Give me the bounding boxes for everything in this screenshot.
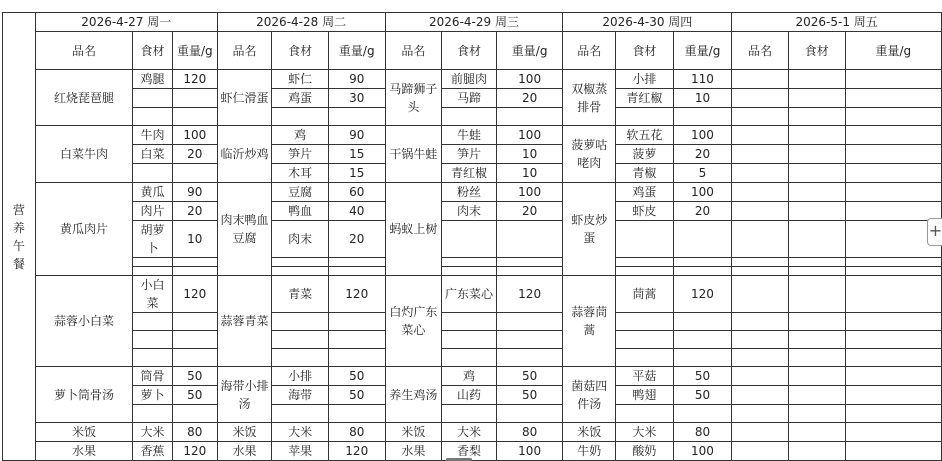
empty-cell[interactable]	[442, 405, 497, 423]
empty-cell[interactable]	[272, 331, 329, 349]
weight-cell[interactable]: 30	[328, 89, 385, 108]
weight-cell[interactable]: 120	[172, 276, 217, 313]
empty-cell[interactable]	[732, 267, 789, 276]
empty-cell[interactable]	[845, 258, 941, 267]
ingredient-cell[interactable]: 青红椒	[616, 89, 674, 108]
add-column-button[interactable]: +	[927, 218, 942, 246]
section-label-cell[interactable]	[3, 13, 36, 461]
table-row	[3, 183, 942, 202]
ingredient-cell[interactable]: 软五花	[616, 126, 674, 145]
empty-cell[interactable]	[442, 258, 497, 267]
ingredient-cell[interactable]: 青菜	[272, 276, 329, 313]
table-row	[3, 331, 942, 349]
ingredient-cell[interactable]: 虾皮	[616, 202, 674, 221]
empty-cell[interactable]	[442, 331, 497, 349]
empty-cell[interactable]	[673, 221, 732, 258]
weight-cell[interactable]: 120	[328, 276, 385, 313]
weight-cell[interactable]: 20	[496, 89, 563, 108]
ingredient-cell[interactable]: 木耳	[272, 164, 329, 183]
empty-cell[interactable]	[788, 267, 845, 276]
ingredient-cell[interactable]: 牛蛙	[442, 126, 497, 145]
empty-cell[interactable]	[788, 349, 845, 367]
empty-cell[interactable]	[328, 349, 385, 367]
day-header[interactable]: 2026-4-30 周四	[563, 13, 732, 32]
table-row	[3, 70, 942, 89]
ingredient-cell[interactable]: 筒骨	[133, 367, 173, 386]
empty-cell[interactable]	[732, 276, 789, 313]
header-ingredient[interactable]: 食材	[442, 32, 497, 70]
dish-name[interactable]: 干锅牛蛙	[385, 126, 442, 183]
empty-cell[interactable]	[172, 349, 217, 367]
ingredient-cell[interactable]: 香蕉	[133, 442, 173, 461]
empty-cell[interactable]	[673, 258, 732, 267]
empty-cell[interactable]	[788, 183, 845, 202]
empty-cell[interactable]	[788, 258, 845, 267]
table-row	[3, 89, 942, 108]
weight-cell[interactable]: 50	[172, 367, 217, 386]
empty-cell[interactable]	[732, 258, 789, 267]
empty-cell[interactable]	[788, 331, 845, 349]
weight-cell[interactable]: 120	[673, 276, 732, 313]
empty-cell[interactable]	[845, 313, 941, 331]
empty-cell[interactable]	[788, 221, 845, 258]
weight-cell[interactable]: 20	[172, 145, 217, 164]
ingredient-cell[interactable]: 小排	[616, 70, 674, 89]
empty-cell[interactable]	[845, 423, 941, 442]
weight-cell[interactable]: 50	[496, 367, 563, 386]
dish-name[interactable]: 蒜蓉青菜	[217, 276, 272, 367]
ingredient-cell[interactable]: 牛肉	[133, 126, 173, 145]
dish-name[interactable]: 米饭	[385, 423, 442, 442]
empty-cell[interactable]	[732, 386, 789, 405]
weight-cell[interactable]: 120	[328, 442, 385, 461]
weight-cell[interactable]: 50	[673, 367, 732, 386]
header-ingredient[interactable]: 食材	[788, 32, 845, 70]
empty-cell[interactable]	[172, 313, 217, 331]
weight-cell[interactable]: 100	[496, 70, 563, 89]
empty-cell[interactable]	[732, 70, 789, 89]
dish-name[interactable]: 双椒蒸排骨	[563, 70, 616, 126]
table-row	[3, 258, 942, 267]
table-row	[3, 202, 942, 221]
empty-cell[interactable]	[133, 267, 173, 276]
weight-cell[interactable]: 80	[328, 423, 385, 442]
table-row	[3, 108, 942, 126]
day-header[interactable]: 2026-5-1 周五	[732, 13, 942, 32]
empty-cell[interactable]	[673, 405, 732, 423]
table-row	[3, 367, 942, 386]
header-dish[interactable]: 品名	[217, 32, 272, 70]
ingredient-cell[interactable]: 肉片	[133, 202, 173, 221]
ingredient-cell[interactable]: 鸡	[272, 126, 329, 145]
empty-cell[interactable]	[732, 221, 789, 258]
empty-cell[interactable]	[845, 108, 941, 126]
table-row	[3, 221, 942, 258]
empty-cell[interactable]	[172, 258, 217, 267]
weight-cell[interactable]: 100	[673, 183, 732, 202]
empty-cell[interactable]	[845, 164, 941, 183]
header-dish[interactable]: 品名	[385, 32, 442, 70]
ingredient-cell[interactable]: 肉末	[272, 221, 329, 258]
header-weight[interactable]: 重量/g	[496, 32, 563, 70]
empty-cell[interactable]	[732, 183, 789, 202]
empty-cell[interactable]	[673, 313, 732, 331]
empty-cell[interactable]	[845, 405, 941, 423]
weight-cell[interactable]: 50	[328, 386, 385, 405]
weight-cell[interactable]: 90	[328, 126, 385, 145]
empty-cell[interactable]	[442, 313, 497, 331]
empty-cell[interactable]	[442, 221, 497, 258]
weight-cell[interactable]: 10	[172, 221, 217, 258]
weight-cell[interactable]: 15	[328, 145, 385, 164]
weight-cell[interactable]: 10	[496, 145, 563, 164]
table-row	[3, 442, 942, 461]
weight-cell[interactable]: 110	[673, 70, 732, 89]
weight-cell[interactable]: 15	[328, 164, 385, 183]
empty-cell[interactable]	[732, 126, 789, 145]
empty-cell[interactable]	[673, 267, 732, 276]
weight-cell[interactable]: 80	[172, 423, 217, 442]
empty-cell[interactable]	[845, 183, 941, 202]
ingredient-cell[interactable]: 粉丝	[442, 183, 497, 202]
weight-cell[interactable]: 80	[496, 423, 563, 442]
empty-cell[interactable]	[328, 405, 385, 423]
empty-cell[interactable]	[272, 349, 329, 367]
empty-cell[interactable]	[172, 405, 217, 423]
weight-cell[interactable]: 80	[673, 423, 732, 442]
empty-cell[interactable]	[496, 331, 563, 349]
empty-cell[interactable]	[788, 423, 845, 442]
ingredient-cell[interactable]: 鸡	[442, 367, 497, 386]
empty-cell[interactable]	[845, 267, 941, 276]
weight-cell[interactable]: 90	[328, 70, 385, 89]
empty-cell[interactable]	[133, 108, 173, 126]
header-dish[interactable]: 品名	[563, 32, 616, 70]
section-label: 营养午餐	[12, 202, 25, 271]
weight-cell[interactable]: 100	[673, 126, 732, 145]
dish-name[interactable]: 菠萝咕咾肉	[563, 126, 616, 183]
ingredient-cell[interactable]: 大米	[616, 423, 674, 442]
ingredient-cell[interactable]: 鸭血	[272, 202, 329, 221]
ingredient-cell[interactable]: 酸奶	[616, 442, 674, 461]
empty-cell[interactable]	[845, 70, 941, 89]
empty-cell[interactable]	[845, 349, 941, 367]
empty-cell[interactable]	[788, 276, 845, 313]
empty-cell[interactable]	[845, 202, 941, 221]
weight-cell[interactable]: 10	[673, 89, 732, 108]
empty-cell[interactable]	[788, 126, 845, 145]
ingredient-cell[interactable]: 青椒	[616, 164, 674, 183]
empty-cell[interactable]	[845, 331, 941, 349]
day-header[interactable]: 2026-4-29 周三	[385, 13, 563, 32]
ingredient-cell[interactable]: 胡萝卜	[133, 221, 173, 258]
weight-cell[interactable]: 20	[496, 202, 563, 221]
empty-cell[interactable]	[732, 202, 789, 221]
header-dish[interactable]: 品名	[35, 32, 132, 70]
weight-cell[interactable]: 20	[172, 202, 217, 221]
ingredient-cell[interactable]: 广东菜心	[442, 276, 497, 313]
table-row	[3, 349, 942, 367]
ingredient-cell[interactable]: 鸭翅	[616, 386, 674, 405]
header-weight[interactable]: 重量/g	[673, 32, 732, 70]
empty-cell[interactable]	[732, 313, 789, 331]
dish-name[interactable]: 黄瓜肉片	[35, 183, 132, 276]
weight-cell[interactable]: 90	[172, 183, 217, 202]
empty-cell[interactable]	[172, 89, 217, 108]
ingredient-cell[interactable]: 鸡蛋	[272, 89, 329, 108]
ingredient-cell[interactable]: 黄瓜	[133, 183, 173, 202]
dish-name[interactable]: 肉末鸭血豆腐	[217, 183, 272, 276]
empty-cell[interactable]	[845, 126, 941, 145]
dish-name[interactable]: 白灼广东菜心	[385, 276, 442, 367]
empty-cell[interactable]	[496, 267, 563, 276]
header-weight[interactable]: 重量/g	[172, 32, 217, 70]
ingredient-cell[interactable]: 小白菜	[133, 276, 173, 313]
weight-cell[interactable]: 5	[673, 164, 732, 183]
empty-cell[interactable]	[673, 108, 732, 126]
ingredient-cell[interactable]: 大米	[272, 423, 329, 442]
dish-name[interactable]: 蒜蓉茼蒿	[563, 276, 616, 367]
empty-cell[interactable]	[272, 313, 329, 331]
dish-name[interactable]: 虾仁滑蛋	[217, 70, 272, 126]
weight-cell[interactable]: 120	[496, 276, 563, 313]
table-row	[3, 267, 942, 276]
empty-cell[interactable]	[732, 442, 789, 461]
weight-cell[interactable]: 50	[328, 367, 385, 386]
weight-cell[interactable]: 50	[496, 386, 563, 405]
ingredient-cell[interactable]: 鸡蛋	[616, 183, 674, 202]
empty-cell[interactable]	[442, 349, 497, 367]
weight-cell[interactable]: 20	[673, 202, 732, 221]
empty-cell[interactable]	[788, 108, 845, 126]
empty-cell[interactable]	[788, 89, 845, 108]
ingredient-cell[interactable]: 大米	[442, 423, 497, 442]
dish-name[interactable]: 马蹄狮子头	[385, 70, 442, 126]
table-row	[3, 313, 942, 331]
empty-cell[interactable]	[172, 331, 217, 349]
weight-cell[interactable]: 120	[172, 442, 217, 461]
header-weight[interactable]: 重量/g	[328, 32, 385, 70]
dish-name[interactable]: 虾皮炒蛋	[563, 183, 616, 276]
table-row	[3, 276, 942, 313]
empty-cell[interactable]	[673, 331, 732, 349]
table-row	[3, 164, 942, 183]
empty-cell[interactable]	[442, 267, 497, 276]
empty-cell[interactable]	[845, 145, 941, 164]
empty-cell[interactable]	[788, 164, 845, 183]
empty-cell[interactable]	[845, 386, 941, 405]
empty-cell[interactable]	[172, 164, 217, 183]
empty-cell[interactable]	[328, 258, 385, 267]
empty-cell[interactable]	[328, 267, 385, 276]
weight-cell[interactable]: 20	[328, 221, 385, 258]
header-dish[interactable]: 品名	[732, 32, 789, 70]
header-ingredient[interactable]: 食材	[133, 32, 173, 70]
weight-cell[interactable]: 60	[328, 183, 385, 202]
empty-cell[interactable]	[616, 331, 674, 349]
ingredient-cell[interactable]: 菠萝	[616, 145, 674, 164]
empty-cell[interactable]	[845, 276, 941, 313]
empty-cell[interactable]	[788, 442, 845, 461]
empty-cell[interactable]	[616, 258, 674, 267]
header-ingredient[interactable]: 食材	[616, 32, 674, 70]
ingredient-cell[interactable]: 海带	[272, 386, 329, 405]
empty-cell[interactable]	[133, 164, 173, 183]
empty-cell[interactable]	[172, 267, 217, 276]
empty-cell[interactable]	[272, 267, 329, 276]
empty-cell[interactable]	[328, 108, 385, 126]
ingredient-cell[interactable]: 大米	[133, 423, 173, 442]
empty-cell[interactable]	[272, 108, 329, 126]
empty-cell[interactable]	[133, 89, 173, 108]
dish-name[interactable]: 红烧琵琶腿	[35, 70, 132, 126]
empty-cell[interactable]	[172, 108, 217, 126]
empty-cell[interactable]	[845, 367, 941, 386]
empty-cell[interactable]	[673, 349, 732, 367]
empty-cell[interactable]	[732, 89, 789, 108]
empty-cell[interactable]	[788, 70, 845, 89]
dish-name[interactable]: 水果	[217, 442, 272, 461]
empty-cell[interactable]	[616, 405, 674, 423]
dish-name[interactable]: 海带小排汤	[217, 367, 272, 423]
header-weight[interactable]: 重量/g	[845, 32, 941, 70]
dish-name[interactable]: 养生鸡汤	[385, 367, 442, 423]
weekly-lunch-table	[2, 12, 942, 461]
weight-cell[interactable]: 100	[496, 126, 563, 145]
empty-cell[interactable]	[272, 405, 329, 423]
table-row	[3, 145, 942, 164]
dish-name[interactable]: 菌菇四件汤	[563, 367, 616, 423]
ingredient-cell[interactable]: 小排	[272, 367, 329, 386]
ingredient-cell[interactable]: 山药	[442, 386, 497, 405]
dish-name[interactable]: 临沂炒鸡	[217, 126, 272, 183]
dish-name[interactable]: 萝卜筒骨汤	[35, 367, 132, 423]
empty-cell[interactable]	[133, 405, 173, 423]
weight-cell[interactable]: 100	[496, 183, 563, 202]
table-row	[3, 386, 942, 405]
dish-name[interactable]: 牛奶	[563, 442, 616, 461]
weight-cell[interactable]: 100	[673, 442, 732, 461]
table-row	[3, 13, 942, 32]
ingredient-cell[interactable]: 青红椒	[442, 164, 497, 183]
ingredient-cell[interactable]: 平菇	[616, 367, 674, 386]
table-row	[3, 126, 942, 145]
dish-name[interactable]: 蒜蓉小白菜	[35, 276, 132, 367]
empty-cell[interactable]	[496, 349, 563, 367]
weight-cell[interactable]: 120	[172, 70, 217, 89]
empty-cell[interactable]	[442, 108, 497, 126]
ingredient-cell[interactable]: 笋片	[272, 145, 329, 164]
table-row	[3, 423, 942, 442]
weight-cell[interactable]: 50	[673, 386, 732, 405]
empty-cell[interactable]	[616, 313, 674, 331]
empty-cell[interactable]	[788, 367, 845, 386]
ingredient-cell[interactable]: 白菜	[133, 145, 173, 164]
empty-cell[interactable]	[845, 442, 941, 461]
ingredient-cell[interactable]: 前腿肉	[442, 70, 497, 89]
empty-cell[interactable]	[496, 108, 563, 126]
dish-name[interactable]: 米饭	[217, 423, 272, 442]
empty-cell[interactable]	[732, 349, 789, 367]
ingredient-cell[interactable]: 香梨	[442, 442, 497, 461]
empty-cell[interactable]	[788, 405, 845, 423]
dish-name[interactable]: 水果	[385, 442, 442, 461]
empty-cell[interactable]	[732, 331, 789, 349]
empty-cell[interactable]	[496, 221, 563, 258]
weight-cell[interactable]: 20	[673, 145, 732, 164]
dish-name[interactable]: 米饭	[563, 423, 616, 442]
ingredient-cell[interactable]: 茼蒿	[616, 276, 674, 313]
day-header[interactable]: 2026-4-28 周二	[217, 13, 385, 32]
empty-cell[interactable]	[788, 202, 845, 221]
empty-cell[interactable]	[133, 258, 173, 267]
weight-cell[interactable]: 100	[496, 442, 563, 461]
weight-cell[interactable]: 100	[172, 126, 217, 145]
empty-cell[interactable]	[788, 386, 845, 405]
empty-cell[interactable]	[845, 89, 941, 108]
dish-name[interactable]: 米饭	[35, 423, 132, 442]
empty-cell[interactable]	[788, 145, 845, 164]
ingredient-cell[interactable]: 笋片	[442, 145, 497, 164]
ingredient-cell[interactable]: 苹果	[272, 442, 329, 461]
empty-cell[interactable]	[732, 108, 789, 126]
empty-cell[interactable]	[496, 258, 563, 267]
dish-name[interactable]: 蚂蚁上树	[385, 183, 442, 276]
weight-cell[interactable]: 50	[172, 386, 217, 405]
empty-cell[interactable]	[133, 331, 173, 349]
empty-cell[interactable]	[732, 145, 789, 164]
empty-cell[interactable]	[133, 349, 173, 367]
empty-cell[interactable]	[616, 221, 674, 258]
weight-cell[interactable]: 40	[328, 202, 385, 221]
table-row	[3, 32, 942, 70]
ingredient-cell[interactable]: 鸡腿	[133, 70, 173, 89]
empty-cell[interactable]	[496, 313, 563, 331]
ingredient-cell[interactable]: 虾仁	[272, 70, 329, 89]
empty-cell[interactable]	[732, 367, 789, 386]
empty-cell[interactable]	[616, 267, 674, 276]
empty-cell[interactable]	[328, 331, 385, 349]
empty-cell[interactable]	[732, 164, 789, 183]
dish-name[interactable]: 水果	[35, 442, 132, 461]
empty-cell[interactable]	[328, 313, 385, 331]
ingredient-cell[interactable]: 肉末	[442, 202, 497, 221]
day-header[interactable]: 2026-4-27 周一	[35, 13, 217, 32]
table-row	[3, 405, 942, 423]
ingredient-cell[interactable]: 萝卜	[133, 386, 173, 405]
header-ingredient[interactable]: 食材	[272, 32, 329, 70]
ingredient-cell[interactable]: 马蹄	[442, 89, 497, 108]
dish-name[interactable]: 白菜牛肉	[35, 126, 132, 183]
empty-cell[interactable]	[272, 258, 329, 267]
empty-cell[interactable]	[732, 423, 789, 442]
weight-cell[interactable]: 10	[496, 164, 563, 183]
empty-cell[interactable]	[616, 349, 674, 367]
empty-cell[interactable]	[496, 405, 563, 423]
ingredient-cell[interactable]: 豆腐	[272, 183, 329, 202]
empty-cell[interactable]	[732, 405, 789, 423]
empty-cell[interactable]	[616, 108, 674, 126]
empty-cell[interactable]	[788, 313, 845, 331]
empty-cell[interactable]	[133, 313, 173, 331]
